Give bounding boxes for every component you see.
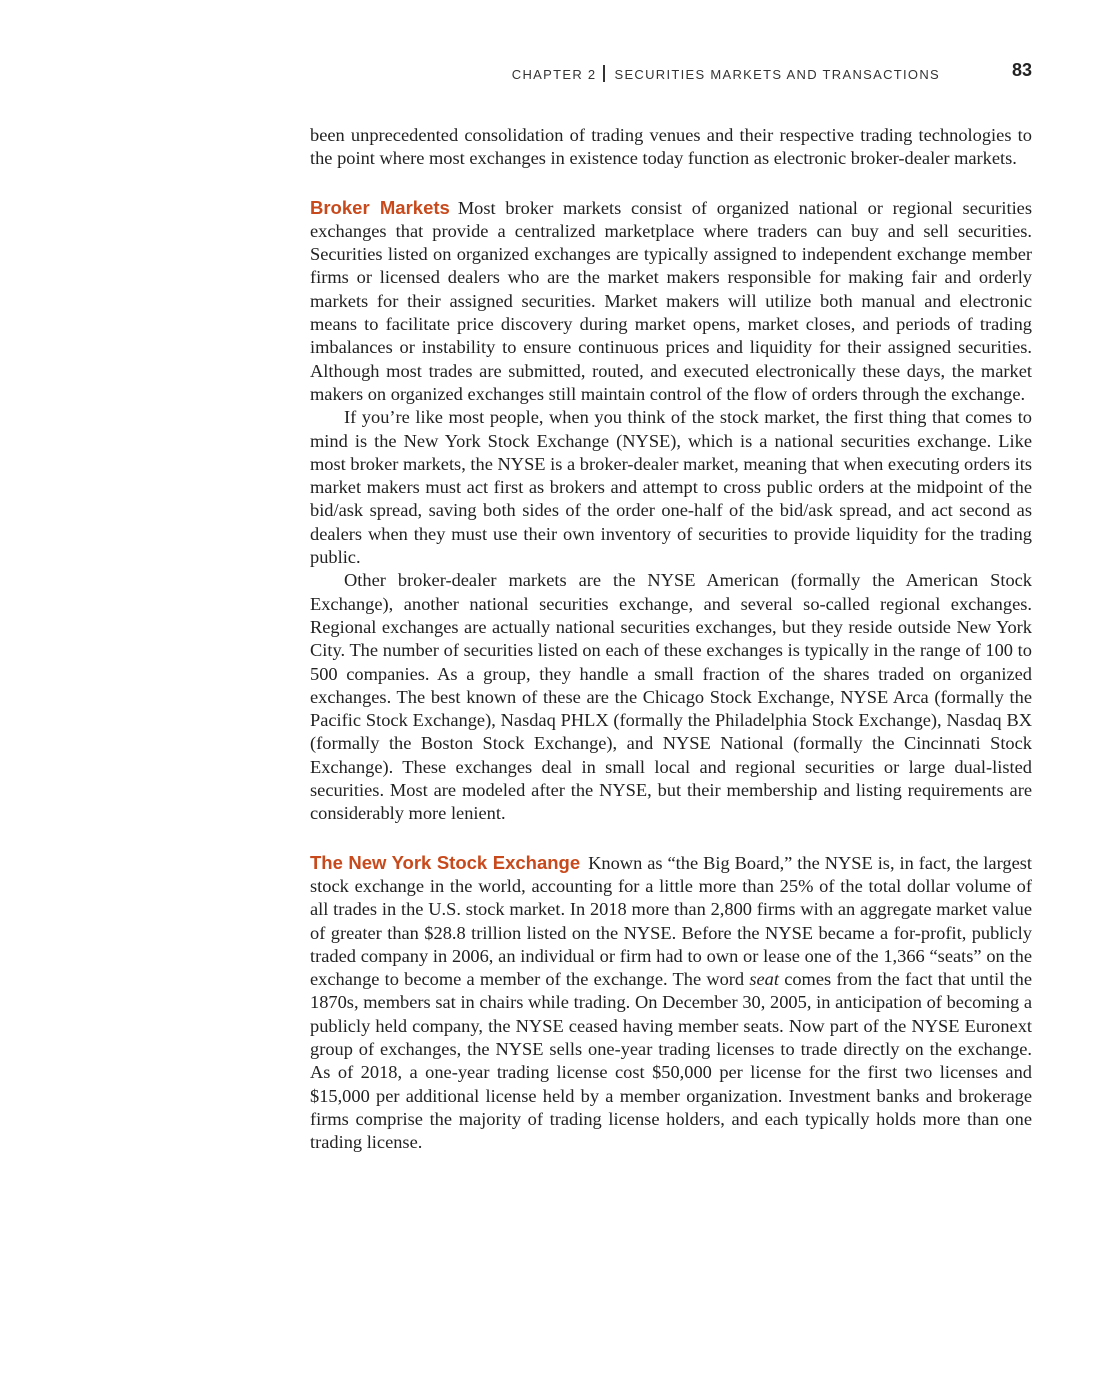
- chapter-title: SECURITIES MARKETS AND TRANSACTIONS: [614, 67, 940, 82]
- broker-markets-heading: Broker Markets: [310, 196, 450, 218]
- running-head-title-group: [512, 65, 940, 82]
- broker-markets-paragraph-2: If you’re like most people, when you think of the stock market, the first thing that comes to mind is the New York Stock Exchange (NYSE), which is a national securities exchange. Like most broker markets, the NYSE is a broker-dealer market, meaning that when executing orders its market makers must act first as brokers and attempt to cross public orders at the midpoint of the bid/ask spread, saving both sides of the order one-half of the bid/ask spread, and act second as dealers when they must use their own inventory of securities to provide liquidity for the trading public.: [310, 407, 1032, 568]
- body-text: [310, 124, 1032, 1154]
- nyse-term-seat: seat: [749, 969, 779, 990]
- intro-paragraph: been unprecedented consolidation of trading venues and their respective trading technologies to the point where most exchanges in existence today function as electronic broker-dealer markets.: [310, 125, 1032, 169]
- header-divider: [603, 65, 605, 82]
- broker-markets-paragraph-3: Other broker-dealer markets are the NYSE American (formally the American Stock Exchange), another national securities exchange, and several so-called regional exchanges. Regional exchanges are actually national securities exchanges, but they reside outside New York City. The number of securities listed on each of these exchanges is typically in the range of 100 to 500 companies. As a group, they handle a small fraction of the shares traded on organized exchanges. The best known of these are the Chicago Stock Exchange, NYSE Arca (formally the Pacific Stock Exchange), Nasdaq PHLX (formally the Philadelphia Stock Exchange), Nasdaq BX (formally the Boston Stock Exchange), and NYSE National (formally the Cincinnati Stock Exchange). These exchanges deal in small local and regional securities or large dual-listed securities. Most are modeled after the NYSE, but their membership and listing requirements are considerably more lenient.: [310, 570, 1032, 824]
- chapter-label: CHAPTER 2: [511, 67, 597, 82]
- page-number: 83: [1011, 60, 1032, 80]
- nyse-heading: The New York Stock Exchange: [310, 851, 581, 873]
- nyse-text-part-2: comes from the fact that until the 1870s, members sat in chairs while trading. On December 30, 2005, in anticipation of becoming a publicly held company, the NYSE ceased having member seats. Now part of the NYSE Euronext group of exchanges, the NYSE sells one-year trading licenses to trade directly on the exchange. As of 2018, a one-year trading license cost $50,000 per license for the first two licenses and $15,000 per additional license held by a member organization. Investment banks and brokerage firms comprise the majority of trading license holders, and each typically holds more than one trading license.: [310, 969, 1032, 1153]
- nyse-text-part-1: Known as “the Big Board,” the NYSE is, in fact, the largest stock exchange in the world, accounting for a little more than 25% of the total dollar volume of all trades in the U.S. stock market. In 2018 more than 2,800 firms with an aggregate market value of greater than $28.8 trillion listed on the NYSE. Before the NYSE became a for-profit, publicly traded company in 2006, an individual or firm had to own or lease one of the 1,366 “seats” on the exchange to become a member of the exchange. The word: [310, 852, 1032, 990]
- nyse-paragraph-1: [310, 851, 1032, 1155]
- broker-markets-paragraph-1: [310, 196, 1032, 407]
- running-head: [310, 62, 1032, 86]
- broker-markets-paragraph-1-text: Most broker markets consist of organized national or regional securities exchanges that provide a centralized marketplace where traders can buy and sell securities. Securities listed on organized exchanges are typically assigned to independent exchange member firms or licensed dealers who are the market makers responsible for making fair and orderly markets for their assigned securities. Market makers will utilize both manual and electronic means to facilitate price discovery during market opens, market closes, and periods of trading imbalances or instability to ensure continuous prices and liquidity for their assigned securities. Although most trades are submitted, routed, and executed electronically these days, the market makers on organized exchanges still maintain control of the flow of orders through the exchange.: [310, 197, 1033, 404]
